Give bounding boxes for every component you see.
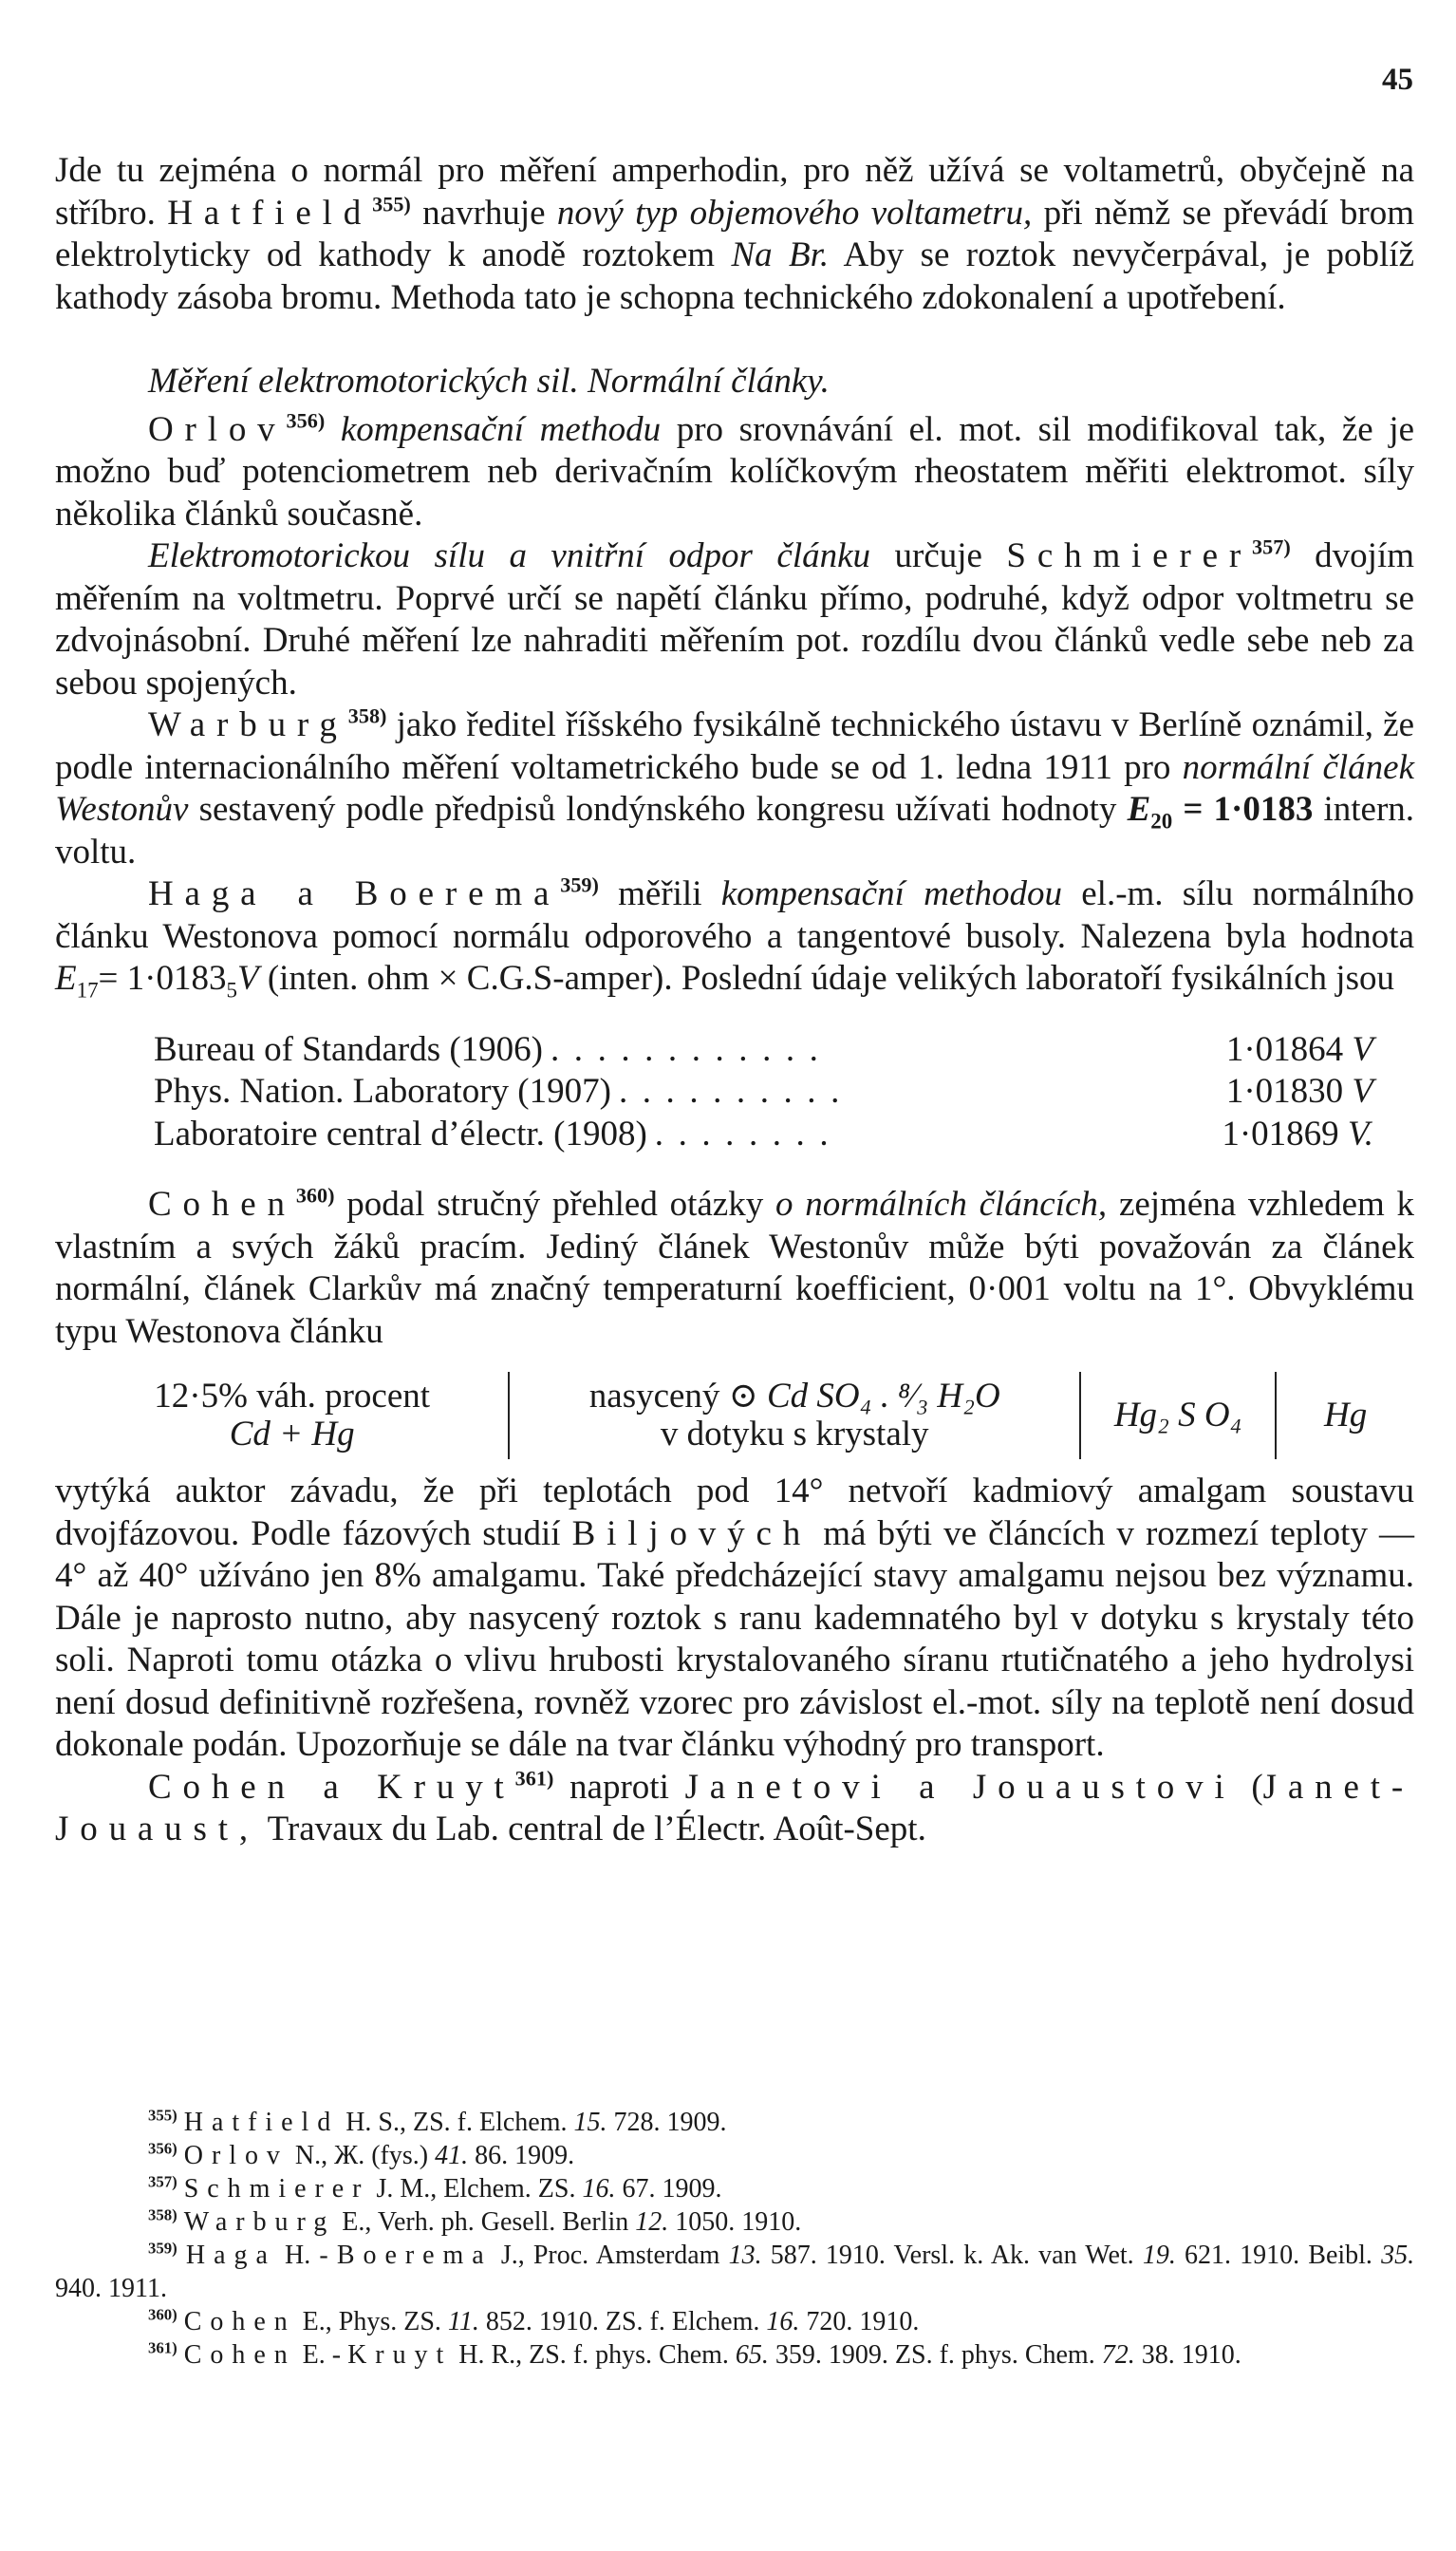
cell-text: Hg₂ S O₄ — [1113, 1396, 1242, 1435]
volume: 16. — [766, 2307, 800, 2336]
author-name: Orlov — [148, 409, 287, 449]
main-text — [55, 150, 1414, 1851]
text: 1050. 1910. — [675, 2207, 802, 2237]
emphasis: kompensační methodou — [720, 874, 1063, 913]
text: 359. 1909. ZS. f. phys. Chem. — [775, 2340, 1095, 2370]
weston-cell-scheme — [76, 1370, 1414, 1461]
text: určuje — [894, 536, 982, 575]
emphasis: o normálních článcích, — [775, 1185, 1108, 1224]
paragraph-amalgam — [55, 1471, 1414, 1767]
lab-value: 1·01830 — [1225, 1072, 1344, 1111]
lab-value: 1·01864 — [1225, 1029, 1344, 1069]
footnote-ref: 356) — [286, 408, 326, 433]
text: naproti — [569, 1767, 669, 1807]
cell-electrolyte — [510, 1370, 1079, 1461]
text: intern. voltu. — [55, 790, 1415, 872]
cell-text: v dotyku s krystaly — [660, 1415, 929, 1454]
volume: 41. — [435, 2141, 469, 2170]
text: (inten. ohm × C.G.S-amper). Poslední údaje velikých laboratoří fysikálních jsou — [267, 959, 1394, 998]
emphasis: Elektromotorickou sílu a vnitřní odpor článku — [148, 536, 871, 575]
author-name: Cohen — [148, 1185, 296, 1224]
formula-subscript: 20 — [1150, 809, 1173, 834]
text: 587. 1910. Versl. k. Ak. van Wet. — [770, 2241, 1134, 2270]
footnote-ref: 357) — [1252, 535, 1291, 559]
text: Travaux du Lab. central de l’Électr. Août-Sept. — [267, 1810, 926, 1848]
text: 728. 1909. — [613, 2108, 727, 2137]
emphasis: normální článek Westonův — [55, 747, 1414, 829]
formula-value: = 1·0183 — [1183, 790, 1314, 829]
paragraph-schmierer — [55, 535, 1414, 704]
lab-unit: V — [1352, 1072, 1373, 1111]
volume: 16. — [582, 2174, 616, 2204]
paragraph-cohen — [55, 1184, 1414, 1353]
volume: 11. — [447, 2307, 479, 2336]
text: H. - — [285, 2241, 328, 2270]
volume: 13. — [728, 2241, 762, 2270]
text: J. M., Elchem. ZS. — [376, 2174, 576, 2204]
author-name: Boerema — [336, 2241, 493, 2270]
author-name: Orlov — [183, 2141, 289, 2170]
formula-symbol: E — [1127, 790, 1151, 829]
text: při němž se převádí brom elektrolyticky od kathody k anodě roztokem — [55, 193, 1415, 274]
cell-depolarizer — [1081, 1370, 1275, 1461]
cell-symbol: ⊙ — [728, 1377, 758, 1416]
volume: 12. — [635, 2207, 669, 2237]
emphasis: kompensační methodu — [340, 409, 662, 449]
lab-unit: V. — [1347, 1114, 1373, 1154]
cell-electrode — [1277, 1370, 1414, 1461]
cell-amalgam — [76, 1370, 508, 1461]
text: dvojím měřením na voltmetru. Poprvé určí se napětí článku přímo, podruhé, když odpor voltmetru se zdvojnásobní. Druhé měření lze nahraditi měřením pot. rozdílu dvou článků vedle sebe neb za sebou spojených. — [55, 536, 1415, 703]
text: pro srovnávání el. mot. sil modifikoval tak, že je možno buď potenciometrem neb derivačním kolíčkovým rheostatem měřiti elektromot. síly několika článků současně. — [55, 409, 1415, 534]
lab-value: 1·01869 — [1222, 1114, 1339, 1154]
volume: 35. — [1381, 2241, 1415, 2270]
lab-row — [154, 1029, 1373, 1072]
text: Aby se roztok nevyčerpával, je poblíž kathody zásoba bromu. Methoda tato je schopna technického zdokonalení a upotřebení. — [55, 235, 1415, 317]
footnote — [55, 2338, 1414, 2372]
formula-unit: V — [236, 959, 259, 998]
footnote — [55, 2305, 1414, 2338]
volume: 65. — [735, 2340, 769, 2370]
section-heading: Měření elektromotorických sil. Normální články. — [148, 362, 830, 401]
text: 852. 1910. ZS. f. Elchem. — [485, 2307, 760, 2336]
author-name: Schmierer — [1006, 536, 1253, 575]
lab-unit: V — [1352, 1029, 1373, 1069]
lab-row — [154, 1071, 1373, 1114]
footnote-number: 360) — [148, 2305, 177, 2324]
author-name: Janet-Jouaust, — [55, 1767, 1415, 1848]
leader-dots: .......... — [618, 1072, 854, 1111]
formula-symbol: E — [55, 959, 77, 998]
emphasis: nový typ objemového voltametru, — [556, 193, 1033, 233]
footnote — [55, 2139, 1414, 2172]
footnote — [55, 2205, 1414, 2239]
footnote-ref: 358) — [347, 703, 387, 728]
text: H. S., ZS. f. Elchem. — [345, 2108, 568, 2137]
paragraph-orlov — [55, 409, 1414, 536]
footnote-number: 358) — [148, 2205, 177, 2224]
author-name: Warburg — [148, 705, 348, 744]
text: má býti ve článcích v rozmezí teploty — 4° až 40° užíváno jen 8% amalgamu. Také předcházející stavy amalgamu nejsou bez významu. Dále je naprosto nutno, aby nasycený roztok s ranu kademnatého byl v dotyku s krystaly této soli. Naproti tomu otázka o vlivu hrubosti krystalovaného síranu rtutičnatého a jeho hydrolysi není dosud definitivně rozřešena, rovněž vzorec pro závislost el.-mot. síly na teplotě není dosud dokonale podán. Upozorňuje se dále na tvar článku výhodný pro transport. — [55, 1513, 1415, 1764]
cell-text: Cd SO₄ . ⁸⁄₃ H₂O — [766, 1377, 1000, 1416]
text: ( — [1251, 1767, 1263, 1807]
text: Jde tu zejména o normál pro měření amperhodin, pro něž užívá se voltametrů, obyčejně na stříbro. — [55, 151, 1414, 233]
formula-subscript: 17 — [76, 978, 99, 1003]
leader-dots: ............ — [550, 1029, 833, 1069]
text: podal stručný přehled otázky — [346, 1185, 764, 1224]
text: navrhuje — [422, 193, 546, 233]
author-name: Haga — [185, 2241, 276, 2270]
text: N., Ж. (fys.) — [294, 2141, 429, 2170]
author-name: Cohen — [183, 2340, 296, 2370]
cell-text: Hg — [1324, 1396, 1368, 1435]
footnote-ref: 355) — [372, 192, 411, 216]
footnote-ref: 360) — [295, 1183, 335, 1208]
page-number: 45 — [1382, 63, 1413, 97]
author-name: Hatfield — [167, 193, 373, 233]
emphasis: Na Br. — [731, 235, 830, 274]
author-name: Schmierer — [183, 2174, 370, 2204]
author-name: Janetovi a Jouaustovi — [684, 1767, 1236, 1807]
text: jako ředitel říšského fysikálně technického ústavu v Berlíně oznámil, že podle internacionálního měření voltametrického bude se od 1. ledna 1911 pro — [55, 705, 1415, 787]
text: J., Proc. Amsterdam — [500, 2241, 720, 2270]
author-name: Biljových — [571, 1513, 812, 1553]
text: E. - — [302, 2340, 342, 2370]
text: 67. 1909. — [622, 2174, 722, 2204]
author-name: Cohen — [183, 2307, 296, 2336]
footnote-ref: 361) — [514, 1766, 554, 1791]
text: 720. 1910. — [806, 2307, 920, 2336]
cell-text: nasycený — [588, 1377, 720, 1416]
author-name: Haga a Boerema — [148, 874, 561, 913]
text: 86. 1909. — [475, 2141, 575, 2170]
author-name: Warburg — [183, 2207, 336, 2237]
volume: 15. — [573, 2108, 607, 2137]
lab-name: Bureau of Standards (1906) — [154, 1029, 543, 1069]
volume: 72. — [1101, 2340, 1135, 2370]
formula-subscript: 5 — [226, 978, 237, 1003]
footnote — [55, 2106, 1414, 2139]
footnote-number: 361) — [148, 2338, 177, 2357]
text: E., Verh. ph. Gesell. Berlin — [342, 2207, 629, 2237]
text: zejména vzhledem k vlastním a svých žáků pracím. Jediný článek Westonův může býti považován za článek normální, článek Clarkův má značný temperaturní koefficient, 0·001 voltu na 1°. Obvyklému typu Westonova článku — [55, 1185, 1415, 1351]
lab-row — [154, 1114, 1373, 1156]
paragraph-hatfield — [55, 150, 1414, 319]
author-name: Kruyt — [347, 2340, 453, 2370]
footnote-ref: 359) — [560, 872, 599, 897]
text: měřili — [618, 874, 702, 913]
text: vytýká auktor závadu, že při teplotách pod 14° netvoří kadmiový amalgam soustavu dvojfázovou. Podle fázových studií — [55, 1472, 1414, 1553]
footnote — [55, 2239, 1414, 2305]
footnote-number: 355) — [148, 2106, 177, 2125]
formula-value: = 1·0183 — [98, 959, 227, 998]
author-name: Hatfield — [183, 2108, 340, 2137]
footnote-number: 357) — [148, 2172, 177, 2191]
text: 621. 1910. Beibl. — [1184, 2241, 1372, 2270]
footnote-number: 356) — [148, 2139, 177, 2158]
text: 38. 1910. — [1141, 2340, 1241, 2370]
text: sestavený podle předpisů londýnského kongresu užívati hodnoty — [198, 790, 1117, 829]
cell-text: 12·5% váh. procent — [154, 1377, 431, 1416]
footnotes — [55, 2106, 1414, 2372]
cell-text: Cd + Hg — [229, 1415, 355, 1454]
text: 940. 1911. — [55, 2274, 167, 2303]
paragraph-warburg — [55, 704, 1414, 873]
laboratory-values-list — [154, 1029, 1373, 1156]
text: E., Phys. ZS. — [302, 2307, 441, 2336]
author-name: Cohen a Kruyt — [148, 1767, 515, 1807]
footnote — [55, 2172, 1414, 2205]
paragraph-haga-boerema — [55, 873, 1414, 1001]
footnote-number: 359) — [148, 2239, 177, 2258]
lab-name: Phys. Nation. Laboratory (1907) — [154, 1072, 611, 1111]
text: H. R., ZS. f. phys. Chem. — [458, 2340, 729, 2370]
text: el.-m. sílu normálního článku Westonova pomocí normálu odporového a tangentové busoly. Nalezena byla hodnota — [55, 874, 1415, 956]
lab-name: Laboratoire central d’électr. (1908) — [154, 1114, 647, 1154]
leader-dots: ........ — [654, 1114, 844, 1154]
paragraph-cohen-kruyt — [55, 1767, 1414, 1851]
volume: 19. — [1142, 2241, 1176, 2270]
